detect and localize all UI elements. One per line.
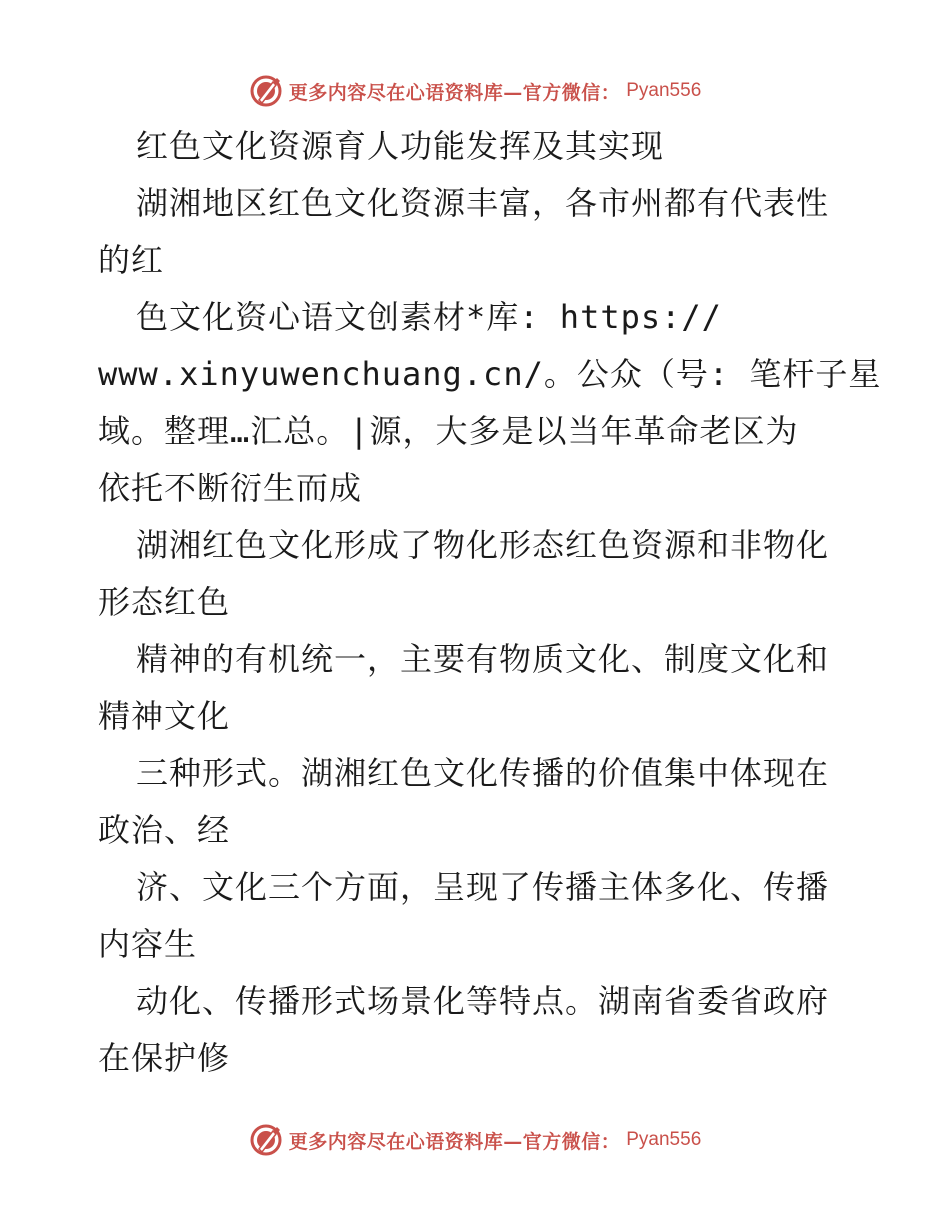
banner-text: 更多内容尽在心语资料库—官方微信：: [288, 1130, 621, 1153]
text-line: 形态红色: [98, 583, 231, 621]
text-line: 动化、传播形式场景化等特点。湖南省委省政府: [136, 982, 830, 1020]
footer-banner: [0, 1120, 950, 1160]
text-line: 济、文化三个方面，呈现了传播主体多化、传播: [136, 868, 830, 906]
text-line: 政治、经: [98, 811, 231, 849]
text-line: 内容生: [98, 925, 198, 963]
text-line: 精神的有机统一，主要有物质文化、制度文化和: [136, 640, 830, 678]
banner-text: 更多内容尽在心语资料库—官方微信：: [288, 81, 621, 104]
text-line: 湖湘红色文化形成了物化形态红色资源和非物化: [136, 526, 830, 564]
header-banner: [0, 71, 950, 111]
pen-logo-icon: [249, 1123, 283, 1157]
text-line: 在保护修: [98, 1039, 231, 1077]
text-line: 三种形式。湖湘红色文化传播的价值集中体现在: [136, 754, 830, 792]
text-line: 湖湘地区红色文化资源丰富，各市州都有代表性: [136, 184, 830, 222]
text-line: 的红: [98, 241, 165, 279]
banner-wechat-id: Pyan556: [626, 80, 702, 101]
text-line: 色文化资心语文创素材*库: https://: [136, 298, 722, 336]
article-title: 红色文化资源育人功能发挥及其实现: [136, 127, 665, 165]
text-line: 域。整理…汇总。|源，大多是以当年革命老区为: [98, 412, 799, 450]
text-line: www.xinyuwenchuang.cn/。公众（号: 笔杆子星: [98, 355, 882, 393]
article-body: [98, 118, 882, 1087]
pen-logo-icon: [249, 74, 283, 108]
text-line: 依托不断衍生而成: [98, 469, 363, 507]
banner-wechat-id: Pyan556: [626, 1129, 702, 1150]
text-line: 精神文化: [98, 697, 231, 735]
